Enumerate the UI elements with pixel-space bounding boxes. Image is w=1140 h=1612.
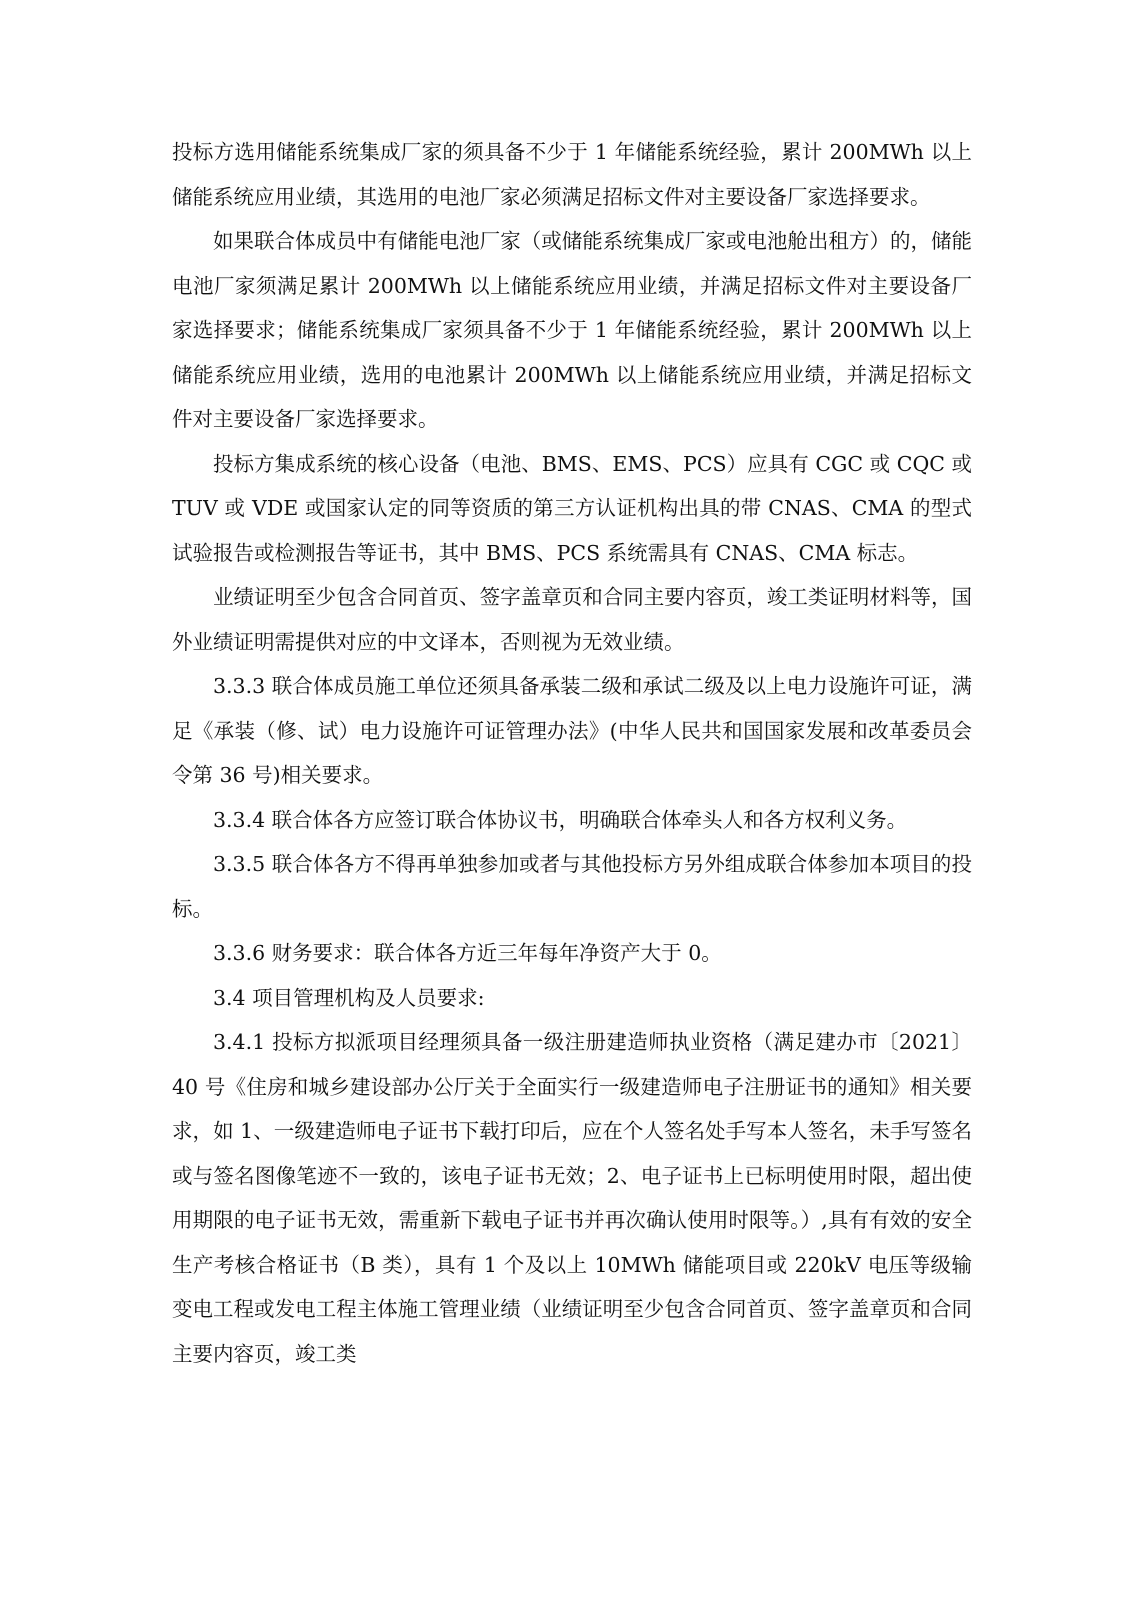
paragraph-consortium-battery-maker: 如果联合体成员中有储能电池厂家（或储能系统集成厂家或电池舱出租方）的，储能电池厂家须满足累计 200MWh 以上储能系统应用业绩，并满足招标文件对主要设备厂家选择要求；储能系统集成厂家须具备不少于 1 年储能系统经验，累计 200MWh 以上储能系统应用业绩，选用的电池累计 200MWh 以上储能系统应用业绩，并满足招标文件对主要设备厂家选择要求。 xyxy=(172,229,972,431)
paragraph-3-4-1: 3.4.1 投标方拟派项目经理须具备一级注册建造师执业资格（满足建办市〔2021〕40 号《住房和城乡建设部办公厅关于全面实行一级建造师电子注册证书的通知》相关要求，如 1、一级建造师电子证书下载打印后，应在个人签名处手写本人签名，未手写签名或与签名图像笔迹不一致的，该电子证书无效；2、电子证书上已标明使用时限，超出使用期限的电子证书无效，需重新下载电子证书并再次确认使用时限等。）,具有有效的安全生产考核合格证书（B 类），具有 1 个及以上 10MWh 储能项目或 220kV 电压等级输变电工程或发电工程主体施工管理业绩（业绩证明至少包含合同首页、签字盖章页和合同主要内容页，竣工类 xyxy=(172,1030,972,1366)
paragraph-integrator-requirement: 投标方选用储能系统集成厂家的须具备不少于 1 年储能系统经验，累计 200MWh 以上储能系统应用业绩，其选用的电池厂家必须满足招标文件对主要设备厂家选择要求。 xyxy=(172,140,972,209)
paragraph-3-3-4: 3.3.4 联合体各方应签订联合体协议书，明确联合体牵头人和各方权利义务。 xyxy=(213,807,908,832)
paragraph-3-3-3: 3.3.3 联合体成员施工单位还须具备承装二级和承试二级及以上电力设施许可证，满足《承装（修、试）电力设施许可证管理办法》(中华人民共和国国家发展和改革委员会令第 36 号)相关要求。 xyxy=(172,674,972,787)
paragraph-3-3-5: 3.3.5 联合体各方不得再单独参加或者与其他投标方另外组成联合体参加本项目的投标。 xyxy=(172,852,972,921)
document-page xyxy=(172,130,972,1376)
paragraph-3-3-6: 3.3.6 财务要求：联合体各方近三年每年净资产大于 0。 xyxy=(213,941,722,965)
paragraph-performance-proof: 业绩证明至少包含合同首页、签字盖章页和合同主要内容页，竣工类证明材料等，国外业绩证明需提供对应的中文译本，否则视为无效业绩。 xyxy=(172,585,972,654)
paragraph-core-equipment-certification: 投标方集成系统的核心设备（电池、BMS、EMS、PCS）应具有 CGC 或 CQC 或 TUV 或 VDE 或国家认定的同等资质的第三方认证机构出具的带 CNAS、CMA 的型式试验报告或检测报告等证书，其中 BMS、PCS 系统需具有 CNAS、CMA 标志。 xyxy=(172,451,972,565)
section-heading-3-4: 3.4 项目管理机构及人员要求: xyxy=(213,985,485,1010)
